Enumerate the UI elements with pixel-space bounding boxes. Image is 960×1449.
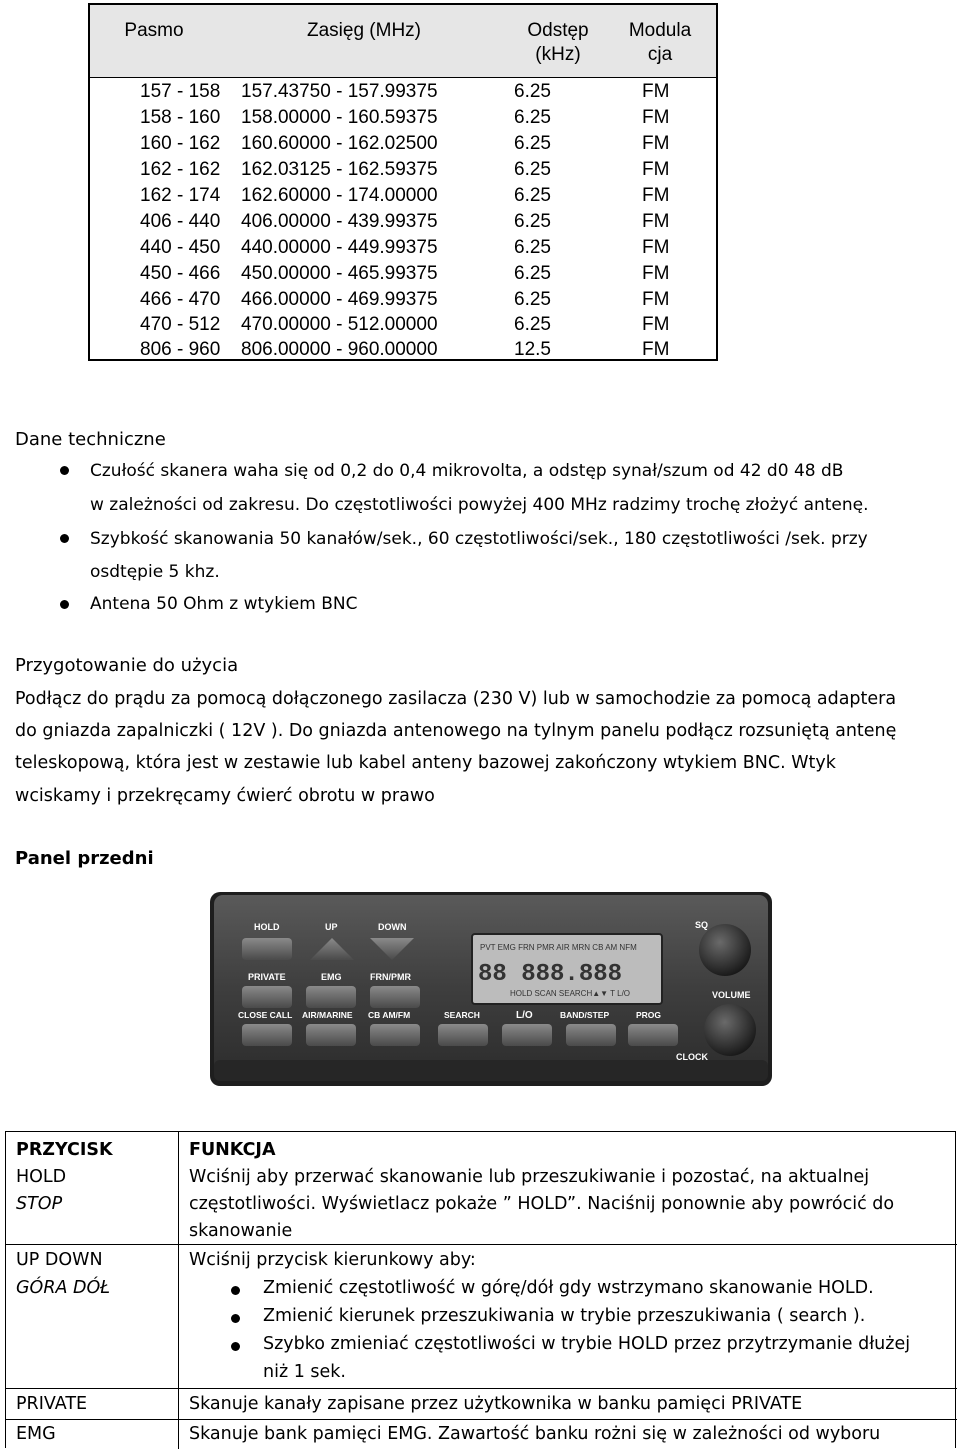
lo-button[interactable] [502, 1024, 552, 1046]
table-row [90, 235, 716, 261]
clock-label: CLOCK [676, 1052, 708, 1062]
updown-bullet: Zmienić częstotliwość w górę/dół gdy wstrzymano skanowanie HOLD. [263, 1278, 874, 1298]
table-row [90, 131, 716, 157]
hold-alt: STOP [16, 1194, 63, 1214]
mod-cell: FM [642, 133, 670, 154]
band-cell: 806 - 960 [140, 339, 221, 360]
prep-heading: Przygotowanie do użycia [15, 655, 239, 676]
step-cell: 6.25 [514, 237, 551, 258]
step-cell: 6.25 [514, 211, 551, 232]
lcd-digits: 88 888.888 [478, 961, 623, 988]
step-cell: 6.25 [514, 133, 551, 154]
close-call-label: CLOSE CALL [238, 1010, 293, 1020]
table-row [90, 183, 716, 209]
step-cell: 6.25 [514, 314, 551, 335]
tech-line: osdtępie 5 khz. [90, 562, 220, 582]
emg-button[interactable] [306, 986, 356, 1008]
bullet-dot [60, 600, 69, 609]
band-table [88, 3, 718, 361]
range-cell: 806.00000 - 960.00000 [241, 339, 438, 360]
bullet-dot [60, 534, 69, 543]
hold-function-line: częstotliwości. Wyświetlacz pokaże ” HOLD”. Naciśnij ponownie aby powrócić do [189, 1194, 895, 1214]
header-button: PRZYCISK [16, 1140, 113, 1160]
bullet-dot [60, 466, 69, 475]
band-step-label: BAND/STEP [560, 1010, 610, 1020]
bullet-dot [231, 1314, 240, 1323]
bullet-dot [231, 1342, 240, 1351]
table-row [90, 287, 716, 313]
cb-am-fm-button[interactable] [370, 1024, 420, 1046]
air-marine-label: AIR/MARINE [302, 1010, 353, 1020]
range-cell: 406.00000 - 439.99375 [241, 211, 438, 232]
down-label: DOWN [378, 922, 407, 932]
tech-line: w zależności od zakresu. Do częstotliwości powyżej 400 MHz radzimy trochę złożyć antenę. [90, 495, 869, 515]
lcd-bottom-indicators: HOLD SCAN SEARCH▲▼ T L/O [510, 989, 631, 998]
band-table-header [90, 5, 716, 78]
range-cell: 162.60000 - 174.00000 [241, 185, 438, 206]
emg-name: EMG [16, 1424, 56, 1444]
band-cell: 440 - 450 [140, 237, 221, 258]
band-cell: 466 - 470 [140, 289, 221, 310]
search-label: SEARCH [444, 1010, 480, 1020]
band-step-button[interactable] [566, 1024, 616, 1046]
hold-button[interactable] [242, 938, 292, 960]
mod-cell: FM [642, 81, 670, 102]
frn-pmr-label: FRN/PMR [370, 972, 411, 982]
private-function: Skanuje kanały zapisane przez użytkownika w banku pamięci PRIVATE [189, 1394, 803, 1414]
header-range: Zasięg (MHz) [306, 20, 421, 41]
table-row [90, 337, 716, 363]
emg-label: EMG [321, 972, 342, 982]
panel-heading: Panel przedni [15, 848, 154, 869]
tech-line: Czułość skanera waha się od 0,2 do 0,4 mikrovolta, a odstęp synał/szum od 42 d0 48 dB [90, 461, 844, 481]
step-cell: 6.25 [514, 289, 551, 310]
step-cell: 12.5 [514, 339, 551, 360]
range-cell: 470.00000 - 512.00000 [241, 314, 438, 335]
frn-pmr-button[interactable] [370, 986, 420, 1008]
tech-heading: Dane techniczne [15, 429, 166, 450]
header-step-line2: (kHz) [535, 44, 581, 65]
band-cell: 406 - 440 [140, 211, 221, 232]
prog-button[interactable] [628, 1024, 678, 1046]
range-cell: 450.00000 - 465.99375 [241, 263, 438, 284]
air-marine-button[interactable] [306, 1024, 356, 1046]
private-label: PRIVATE [248, 972, 286, 982]
row-divider [6, 1419, 957, 1420]
mod-cell: FM [642, 159, 670, 180]
squelch-knob[interactable] [699, 924, 751, 976]
updown-function-intro: Wciśnij przycisk kierunkowy aby: [189, 1250, 476, 1270]
mod-cell: FM [642, 263, 670, 284]
bullet-dot [231, 1286, 240, 1295]
volume-label: VOLUME [712, 990, 751, 1000]
mod-cell: FM [642, 185, 670, 206]
prep-line: teleskopową, która jest w zestawie lub kabel anteny bazowej zakończony wtykiem BNC. Wtyk [15, 753, 836, 773]
prep-line: do gniazda zapalniczki ( 12V ). Do gniazda antenowego na tylnym panelu podłącz rozsuniętą antenę [15, 721, 897, 741]
band-cell: 157 - 158 [140, 81, 221, 102]
table-row [90, 157, 716, 183]
updown-bullet: Szybko zmieniać częstotliwości w trybie HOLD przez przytrzymanie dłużej [263, 1334, 911, 1354]
range-cell: 466.00000 - 469.99375 [241, 289, 438, 310]
table-row [90, 209, 716, 235]
front-panel-image [210, 890, 772, 1086]
lo-label: L/O [516, 1010, 533, 1021]
private-name: PRIVATE [16, 1394, 88, 1414]
button-function-table [5, 1131, 956, 1448]
range-cell: 440.00000 - 449.99375 [241, 237, 438, 258]
prog-label: PROG [636, 1010, 662, 1020]
step-cell: 6.25 [514, 185, 551, 206]
sq-label: SQ [695, 920, 709, 930]
step-cell: 6.25 [514, 263, 551, 284]
hold-label: HOLD [254, 922, 280, 932]
header-band: Pasmo [124, 20, 184, 41]
band-cell: 162 - 174 [140, 185, 221, 206]
range-cell: 158.00000 - 160.59375 [241, 107, 438, 128]
lcd-top-indicators: PVT EMG FRN PMR AIR MRN CB AM NFM [480, 943, 637, 952]
row-divider [6, 1388, 957, 1389]
header-mod-line2: cja [647, 44, 673, 65]
header-function: FUNKCJA [189, 1140, 276, 1160]
table-row [90, 79, 716, 105]
table-row [90, 312, 716, 338]
prep-line: Podłącz do prądu za pomocą dołączonego zasilacza (230 V) lub w samochodzie za pomocą adaptera [15, 689, 897, 709]
mod-cell: FM [642, 339, 670, 360]
updown-alt: GÓRA DÓŁ [16, 1278, 111, 1298]
close-call-button[interactable] [242, 1024, 292, 1046]
private-button[interactable] [242, 986, 292, 1008]
prep-line: wciskamy i przekręcamy ćwierć obrotu w prawo [15, 786, 435, 806]
cb-am-fm-label: CB AM/FM [368, 1010, 411, 1020]
step-cell: 6.25 [514, 81, 551, 102]
tech-line: Szybkość skanowania 50 kanałów/sek., 60 częstotliwości/sek., 180 częstotliwości /sek. przy [90, 529, 868, 549]
mod-cell: FM [642, 107, 670, 128]
band-cell: 162 - 162 [140, 159, 221, 180]
mod-cell: FM [642, 289, 670, 310]
tech-line: Antena 50 Ohm z wtykiem BNC [90, 594, 358, 614]
mod-cell: FM [642, 211, 670, 232]
hold-function-line: Wciśnij aby przerwać skanowanie lub przeszukiwanie i pozostać, na aktualnej [189, 1167, 870, 1187]
mod-cell: FM [642, 237, 670, 258]
range-cell: 162.03125 - 162.59375 [241, 159, 438, 180]
mod-cell: FM [642, 314, 670, 335]
header-step-line1: Odstęp [527, 20, 589, 41]
range-cell: 157.43750 - 157.99375 [241, 81, 438, 102]
band-cell: 450 - 466 [140, 263, 221, 284]
search-button[interactable] [438, 1024, 488, 1046]
band-cell: 158 - 160 [140, 107, 221, 128]
step-cell: 6.25 [514, 107, 551, 128]
updown-name: UP DOWN [16, 1250, 103, 1270]
up-label: UP [325, 922, 338, 932]
emg-function: Skanuje bank pamięci EMG. Zawartość banku rożni się w zależności od wyboru [189, 1424, 881, 1444]
hold-function-line: skanowanie [189, 1221, 293, 1241]
row-divider [6, 1244, 957, 1245]
header-mod-line1: Modula [628, 20, 692, 41]
step-cell: 6.25 [514, 159, 551, 180]
hold-name: HOLD [16, 1167, 67, 1187]
table-row [90, 105, 716, 131]
volume-knob[interactable] [704, 1004, 756, 1056]
band-cell: 470 - 512 [140, 314, 221, 335]
band-cell: 160 - 162 [140, 133, 221, 154]
range-cell: 160.60000 - 162.02500 [241, 133, 438, 154]
updown-bullet: Zmienić kierunek przeszukiwania w trybie przeszukiwania ( search ). [263, 1306, 866, 1326]
column-divider [178, 1132, 179, 1449]
table-row [90, 261, 716, 287]
updown-bullet: niż 1 sek. [263, 1362, 346, 1382]
